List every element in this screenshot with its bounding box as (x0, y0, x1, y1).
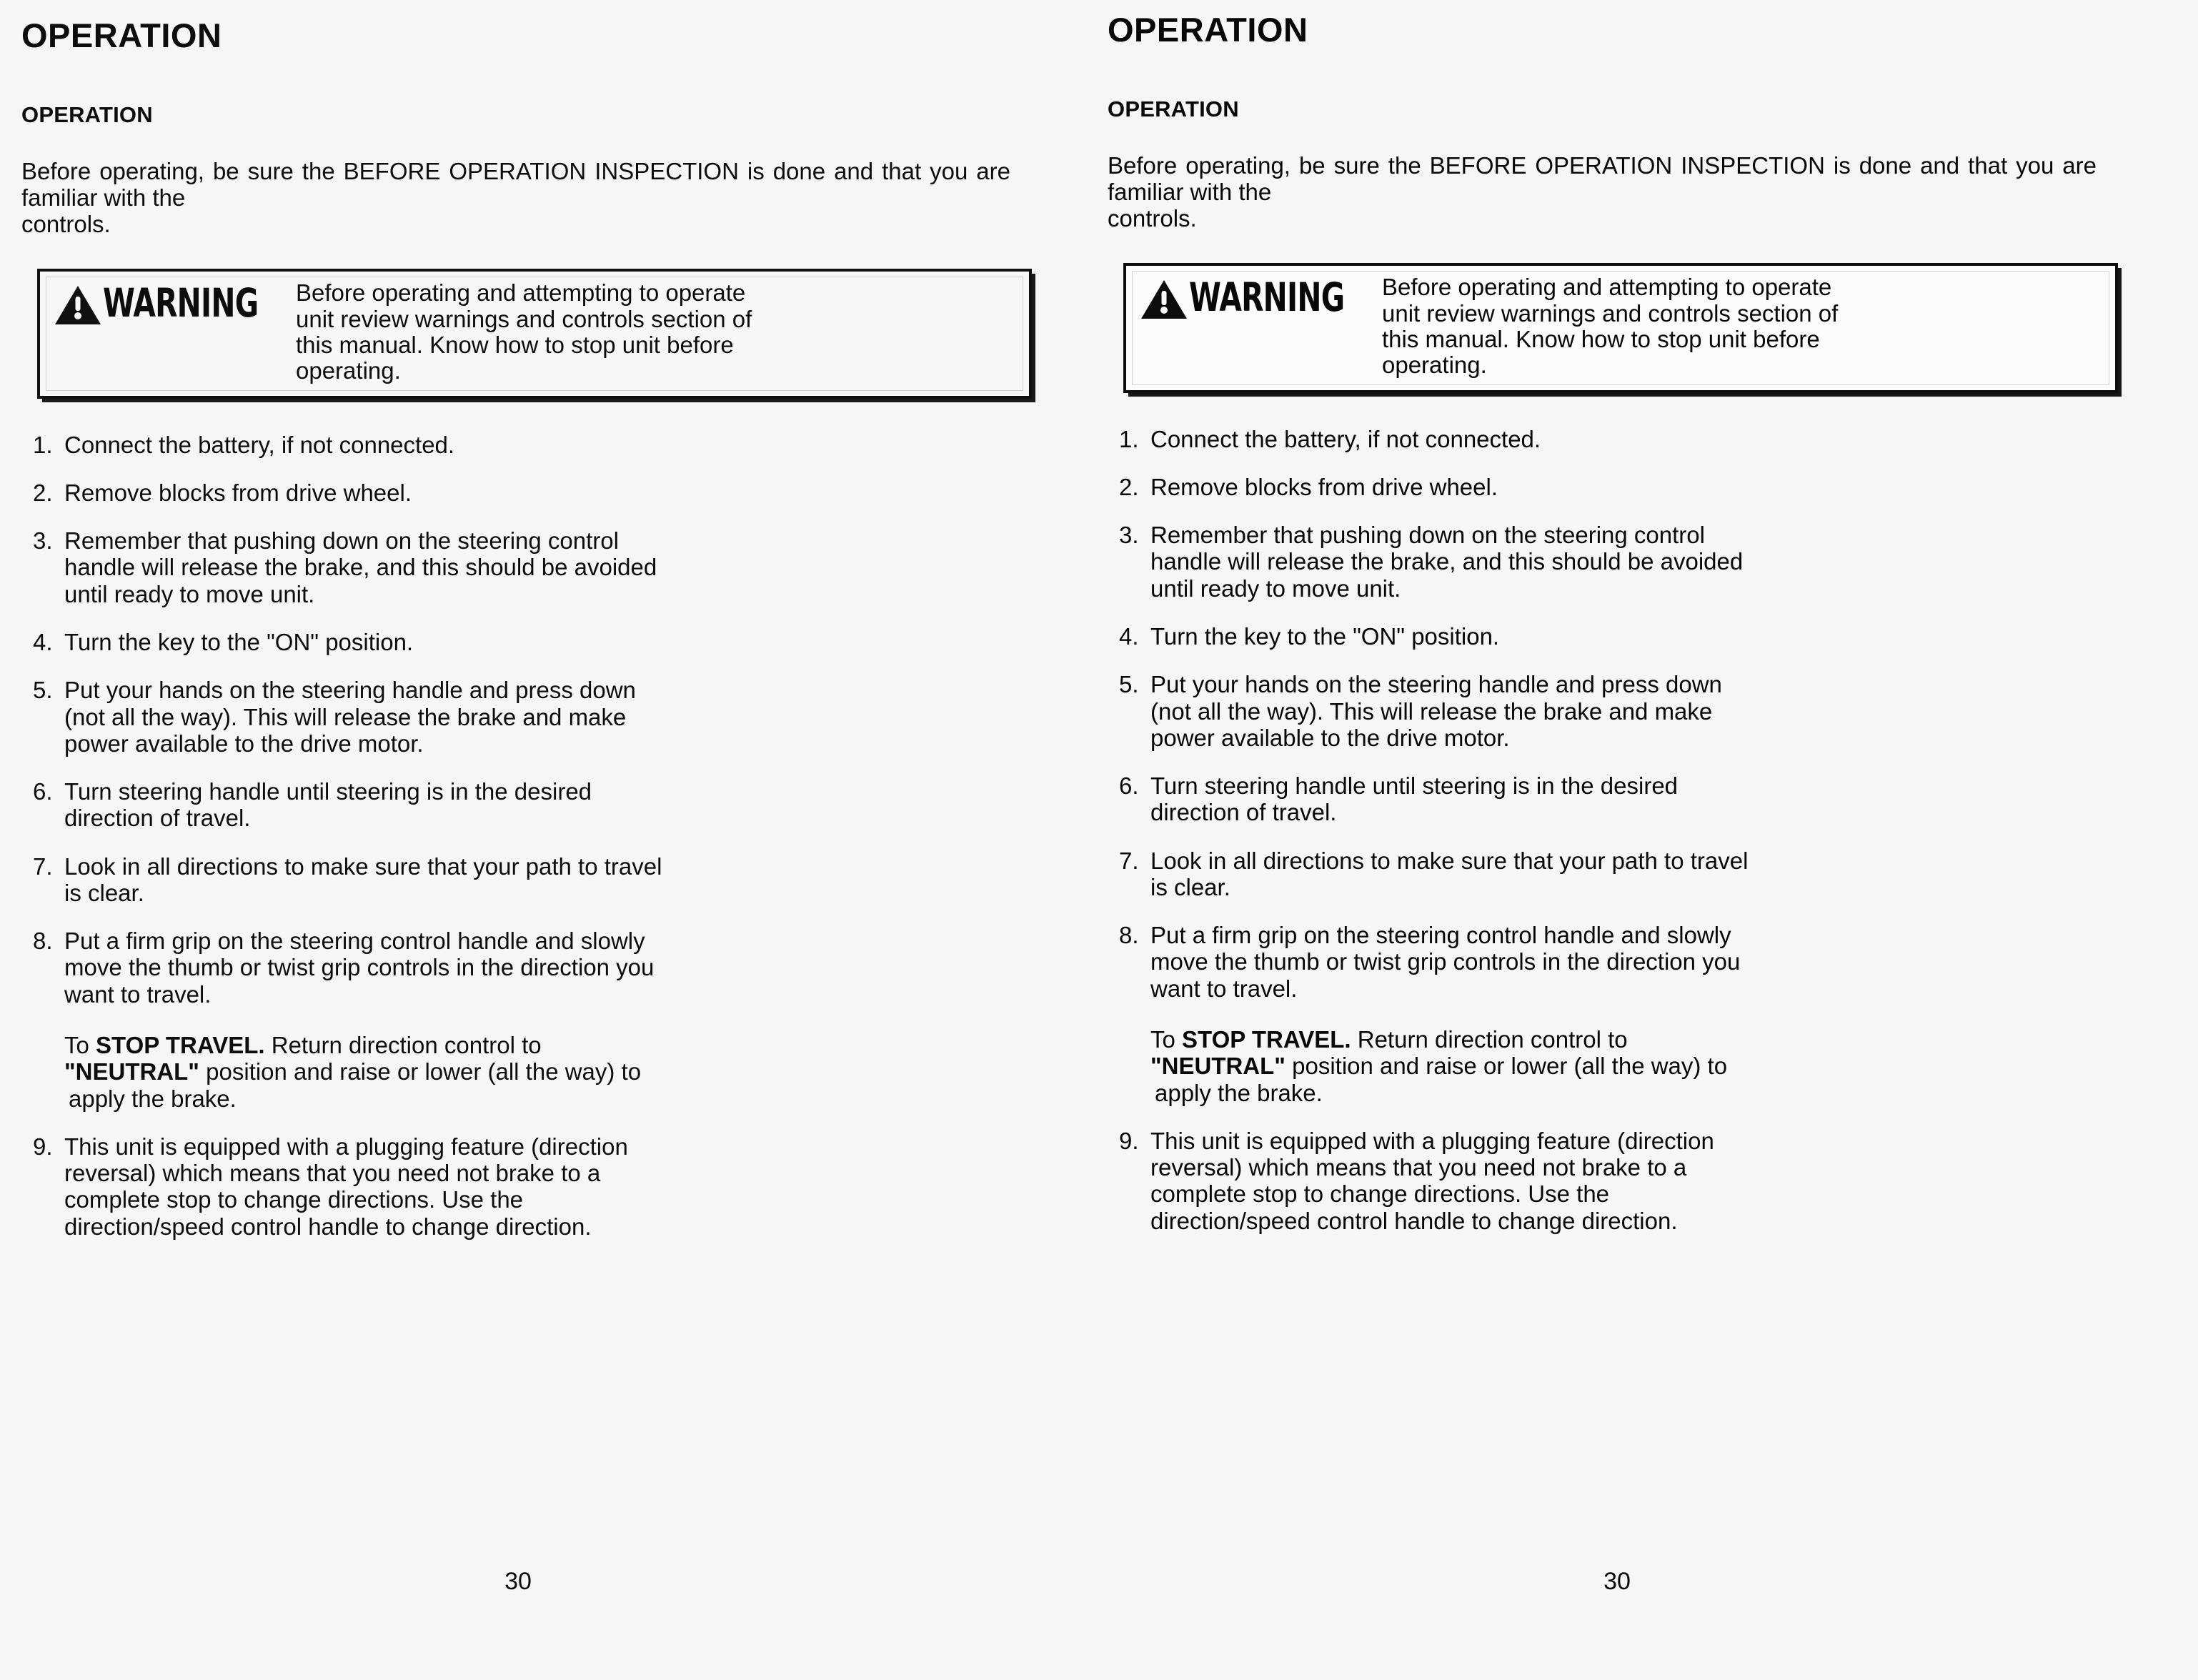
intro-paragraph (21, 159, 1010, 237)
stop-travel-line-3: apply the brake. (1155, 1079, 1323, 1106)
step-line: Remember that pushing down on the steering control (1150, 522, 1705, 549)
warning-text (290, 280, 1019, 384)
warning-line-3: this manual. Know how to stop unit before (296, 331, 734, 358)
step-line: Turn steering handle until steering is in the desired (1150, 772, 1679, 800)
stop-travel-line-2-rest: position and raise or lower (all the way) to (199, 1058, 642, 1085)
list-item (1106, 474, 2107, 500)
running-head: OPERATION (1108, 11, 1308, 49)
list-item (1106, 671, 2107, 751)
step-line: Remove blocks from drive wheel. (1150, 473, 1498, 500)
step-line: direction/speed control handle to change direction. (64, 1213, 592, 1240)
warning-triangle-icon (1140, 279, 1188, 320)
step-line: Look in all directions to make sure that your path to travel (64, 853, 662, 880)
list-item (1106, 623, 2107, 650)
warning-callout (37, 269, 1032, 398)
stop-travel-line-3: apply the brake. (69, 1085, 237, 1112)
step-line: direction of travel. (64, 805, 251, 832)
list-item (1106, 922, 2107, 1106)
list-item (1106, 1128, 2107, 1234)
step-line: Turn the key to the "ON" position. (64, 628, 414, 655)
step-number: 9. (33, 1133, 53, 1160)
step-line: Connect the battery, if not connected. (1150, 425, 1541, 452)
step-number: 7. (1119, 847, 1139, 874)
step-line: until ready to move unit. (64, 580, 315, 607)
warning-word: WARNING (1189, 274, 1345, 321)
list-item (20, 629, 1020, 655)
step-line: reversal) which means that you need not brake to a (64, 1160, 601, 1187)
intro-line-3: controls. (21, 210, 111, 237)
stop-travel-line-2 (1150, 1053, 2107, 1079)
stop-travel-emphasis: STOP TRAVEL. (1182, 1026, 1351, 1053)
step-line: (not all the way). This will release the brake and make (64, 703, 627, 730)
warning-line-4: operating. (1382, 352, 1487, 379)
step-line: direction of travel. (1150, 799, 1337, 826)
step-number: 2. (33, 479, 53, 506)
step-line: is clear. (64, 879, 144, 906)
step-line: direction/speed control handle to change direction. (1150, 1207, 1678, 1234)
stop-travel-line-1 (1150, 1026, 2107, 1053)
step-line: power available to the drive motor. (1150, 724, 1510, 751)
warning-line-2: unit review warnings and controls section of (1382, 299, 1839, 327)
stop-travel-note (64, 1032, 1020, 1112)
list-item (20, 928, 1020, 1112)
step-line: (not all the way). This will release the brake and make (1150, 697, 1713, 725)
warning-line-1: Before operating and attempting to operate (296, 279, 746, 307)
section-heading: OPERATION (1108, 96, 1239, 121)
list-item (20, 479, 1020, 506)
stop-travel-line-1-rest: Return direction control to (264, 1032, 542, 1059)
step-number: 5. (33, 677, 53, 704)
step-number: 4. (33, 628, 53, 655)
intro-line-3: controls. (1108, 204, 1197, 232)
intro-line-2: INSPECTION is done and that you are familiar with the (21, 158, 1011, 211)
step-number: 7. (33, 853, 53, 880)
step-line: Turn steering handle until steering is in the desired (64, 778, 592, 805)
section-heading: OPERATION (21, 102, 153, 127)
step-line: Remember that pushing down on the steering control (64, 527, 619, 555)
stop-travel-prefix: To (64, 1032, 96, 1059)
stop-travel-line-2 (64, 1058, 1020, 1085)
step-line: is clear. (1150, 873, 1230, 900)
step-line: Connect the battery, if not connected. (64, 431, 455, 458)
step-number: 1. (1119, 425, 1139, 452)
manual-page-right (1099, 0, 2198, 1680)
neutral-emphasis: "NEUTRAL" (64, 1058, 199, 1085)
warning-line-3: this manual. Know how to stop unit before (1382, 325, 1820, 352)
stop-travel-prefix: To (1150, 1026, 1183, 1053)
list-item (1106, 848, 2107, 901)
intro-line-2: INSPECTION is done and that you are familiar with the (1108, 152, 2097, 205)
step-line: Look in all directions to make sure that your path to travel (1150, 847, 1749, 874)
step-line: This unit is equipped with a plugging feature (direction (1150, 1127, 1714, 1154)
step-number: 9. (1119, 1127, 1139, 1154)
step-line: until ready to move unit. (1150, 575, 1401, 602)
step-number: 6. (33, 778, 53, 805)
warning-triangle-icon (54, 284, 101, 326)
step-line: move the thumb or twist grip controls in the direction you (64, 954, 655, 981)
step-line: power available to the drive motor. (64, 730, 424, 757)
step-line: want to travel. (64, 980, 212, 1008)
step-number: 2. (1119, 473, 1139, 500)
intro-line-1: Before operating, be sure the BEFORE OPERATION (21, 158, 587, 184)
step-line: Put your hands on the steering handle and press down (1150, 671, 1722, 698)
warning-word: WARNING (103, 280, 259, 327)
list-item (20, 677, 1020, 757)
stop-travel-emphasis: STOP TRAVEL. (96, 1032, 265, 1059)
step-number: 1. (33, 431, 53, 458)
step-line: Put your hands on the steering handle and press down (64, 677, 636, 704)
list-item (1106, 426, 2107, 452)
step-line: reversal) which means that you need not brake to a (1150, 1154, 1687, 1181)
step-line: Remove blocks from drive wheel. (64, 479, 412, 506)
warning-label-group (1136, 274, 1376, 320)
list-item (20, 1133, 1020, 1240)
step-line: move the thumb or twist grip controls in the direction you (1150, 948, 1741, 975)
step-line: want to travel. (1150, 975, 1298, 1002)
step-line: Put a firm grip on the steering control handle and slowly (64, 928, 645, 955)
warning-label-group (50, 280, 290, 326)
step-line: complete stop to change directions. Use the (64, 1186, 524, 1213)
operation-steps-list (20, 432, 1020, 1240)
warning-line-2: unit review warnings and controls section of (296, 305, 752, 332)
list-item (1106, 772, 2107, 826)
warning-text (1376, 274, 2105, 378)
intro-paragraph (1108, 153, 2097, 232)
list-item (20, 778, 1020, 832)
intro-line-1: Before operating, be sure the BEFORE OPERATION (1108, 152, 1673, 179)
page-number: 30 (504, 1568, 532, 1595)
list-item (20, 853, 1020, 907)
step-number: 8. (33, 928, 53, 955)
warning-callout (1123, 263, 2118, 392)
list-item (20, 432, 1020, 458)
step-line: complete stop to change directions. Use the (1150, 1181, 1610, 1208)
step-number: 6. (1119, 772, 1139, 800)
stop-travel-note (1150, 1026, 2107, 1106)
operation-steps-list (1106, 426, 2107, 1234)
page-number: 30 (1603, 1568, 1631, 1595)
stop-travel-line-1-rest: Return direction control to (1351, 1026, 1628, 1053)
step-line: handle will release the brake, and this should be avoided (1150, 548, 1744, 575)
step-number: 3. (33, 527, 53, 555)
step-number: 8. (1119, 922, 1139, 949)
list-item (20, 527, 1020, 607)
step-number: 4. (1119, 622, 1139, 650)
step-number: 3. (1119, 522, 1139, 549)
running-head: OPERATION (21, 16, 222, 54)
warning-line-1: Before operating and attempting to operate (1382, 274, 1832, 301)
step-line: handle will release the brake, and this should be avoided (64, 554, 657, 581)
warning-line-4: operating. (296, 357, 401, 384)
stop-travel-line-2-rest: position and raise or lower (all the way) to (1285, 1053, 1728, 1080)
list-item (1106, 522, 2107, 602)
step-line: Turn the key to the "ON" position. (1150, 622, 1500, 650)
neutral-emphasis: "NEUTRAL" (1150, 1053, 1286, 1080)
step-number: 5. (1119, 671, 1139, 698)
stop-travel-line-1 (64, 1032, 1020, 1058)
step-line: This unit is equipped with a plugging feature (direction (64, 1133, 628, 1160)
step-line: Put a firm grip on the steering control handle and slowly (1150, 922, 1731, 949)
